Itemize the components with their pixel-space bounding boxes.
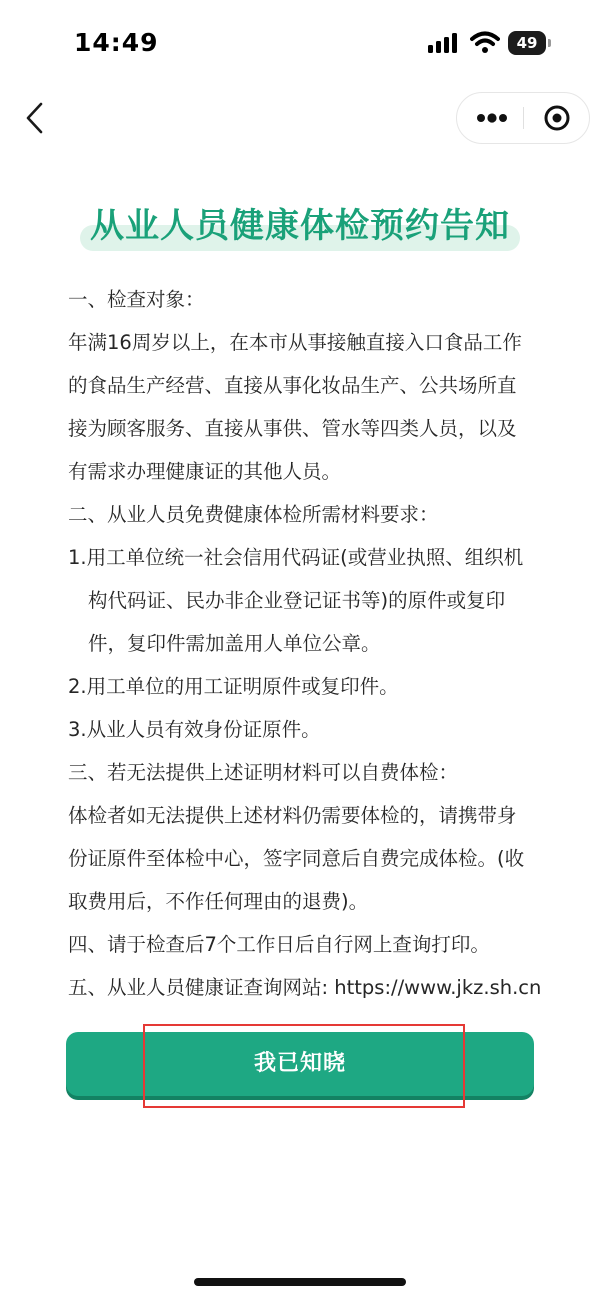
back-chevron-icon[interactable]	[22, 100, 46, 136]
notice-text-line: 份证原件至体检中心，签字同意后自费完成体检。(收	[68, 847, 525, 870]
more-dots-icon[interactable]	[457, 93, 523, 143]
close-target-icon[interactable]	[524, 93, 590, 143]
mini-program-capsule	[456, 92, 590, 144]
notice-text-line: 取费用后，不作任何理由的退费)。	[68, 890, 369, 913]
section-heading-4: 四、请于检查后7个工作日后自行网上查询打印。	[68, 933, 490, 956]
signal-icon	[428, 33, 462, 53]
notice-text-line: 有需求办理健康证的其他人员。	[68, 460, 342, 483]
material-item-1-cont: 件，复印件需加盖用人单位公章。	[88, 632, 381, 655]
section-heading-5: 五、从业人员健康证查询网站: https://www.jkz.sh.cn	[68, 976, 542, 999]
material-item-1-cont: 构代码证、民办非企业登记证书等)的原件或复印	[88, 589, 506, 612]
section-heading-3: 三、若无法提供上述证明材料可以自费体检：	[68, 761, 459, 784]
material-item-1: 1.用工单位统一社会信用代码证(或营业执照、组织机	[68, 546, 524, 569]
nav-bar	[0, 90, 600, 146]
battery-icon	[508, 31, 552, 55]
title-wrap	[0, 196, 600, 256]
notice-text-line: 接为顾客服务、直接从事供、管水等四类人员，以及	[68, 417, 517, 440]
notice-text-line: 年满16周岁以上，在本市从事接触直接入口食品工作	[68, 331, 522, 354]
section-heading-2: 二、从业人员免费健康体检所需材料要求：	[68, 503, 439, 526]
status-bar	[0, 0, 600, 90]
status-time: 14:49	[74, 28, 159, 57]
material-item-3: 3.从业人员有效身份证原件。	[68, 718, 321, 741]
material-item-2: 2.用工单位的用工证明原件或复印件。	[68, 675, 399, 698]
wifi-icon	[470, 31, 500, 53]
annotation-highlight-box	[143, 1024, 465, 1108]
notice-text-line: 的食品生产经营、直接从事化妆品生产、公共场所直	[68, 374, 517, 397]
battery-tip	[548, 39, 551, 47]
section-heading-1: 一、检查对象：	[68, 288, 205, 311]
home-indicator[interactable]	[194, 1278, 406, 1286]
page-title: 从业人员健康体检预约告知	[90, 206, 510, 246]
acknowledge-button[interactable]: 我已知晓	[66, 1032, 534, 1096]
notice-text-line: 体检者如无法提供上述材料仍需要体检的，请携带身	[68, 804, 517, 827]
notice-content	[68, 278, 558, 1009]
battery-level: 49	[508, 31, 546, 55]
